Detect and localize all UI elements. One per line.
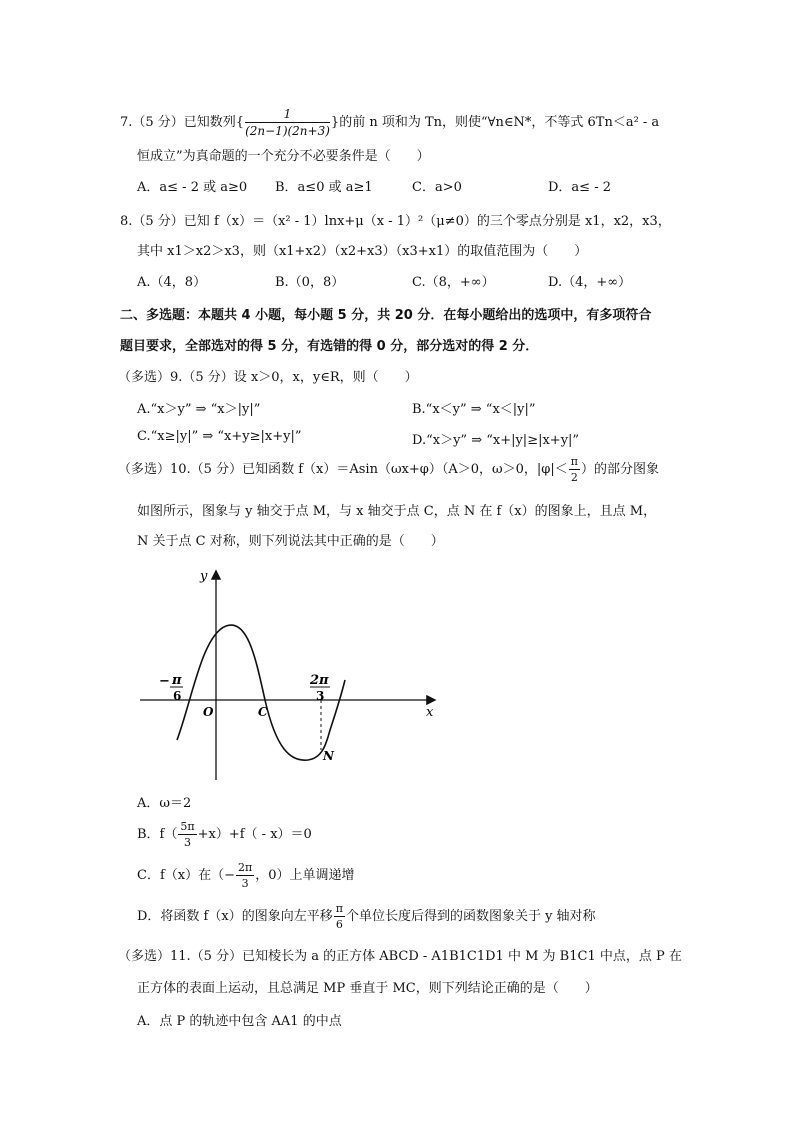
point-n-label: N <box>323 749 334 763</box>
origin-label: O <box>203 705 214 719</box>
y-axis-label: y <box>200 569 208 584</box>
q7-stem-line2: 恒成立”为真命题的一个充分不必要条件是（ ） <box>137 149 430 164</box>
x-axis-label: x <box>426 705 434 720</box>
q10-stem-line3: N 关于点 C 对称，则下列说法其中正确的是（ ） <box>137 534 444 549</box>
neg-pi-sixth-minus: − <box>159 674 170 689</box>
two-pi-third-den: 3 <box>316 689 325 703</box>
q8-option-a: A.（4，8） <box>137 275 207 290</box>
q7-option-b: B．a≤0 或 a≥1 <box>275 180 373 195</box>
q10-c-fraction: $\frac{2\pi}{3}$ <box>237 861 253 890</box>
q10-d-fraction: $\frac{\pi}{6}$ <box>335 902 343 931</box>
q7-option-a: A．a≤ ‑ 2 或 a≥0 <box>137 180 248 195</box>
q10-stem-line1: （多选）10.（5 分）已知函数 f（x）＝Asin（ωx+φ）（A＞0，ω＞0，|φ|＜ $\frac{\pi}{2}$ ）的部分图象 <box>118 455 660 484</box>
q10-stem-line2: 如图所示，图象与 y 轴交于点 M，与 x 轴交于点 C，点 N 在 f（x）的图象上，且点 M， <box>137 504 657 519</box>
q8-stem-line1: 8.（5 分）已知 f（x）＝（x² ‑ 1）lnx+μ（x ‑ 1）²（μ≠0）的三个零点分别是 x1，x2，x3， <box>120 214 671 229</box>
q10-option-d: D．将函数 f（x）的图象向左平移 $\frac{\pi}{6}$ 个单位长度后得到的函数图象关于 y 轴对称 <box>137 902 596 931</box>
q9-option-c: C.“x≥|y|” ⇒ “x+y≥|x+y|” <box>137 429 302 444</box>
section2-heading-line2: 题目要求，全部选对的得 5 分，有选错的得 0 分，部分选对的得 2 分． <box>120 339 539 354</box>
q10-option-a: A．ω＝2 <box>137 796 192 811</box>
q10-option-c: C．f（x）在（− $\frac{2\pi}{3}$ ，0）上单调递增 <box>137 861 355 890</box>
neg-pi-sixth-den: 6 <box>173 689 182 703</box>
neg-pi-sixth-num: π <box>172 673 182 688</box>
q10-option-b: B．f（ $\frac{5\pi}{3}$ +x）+f（ ‑ x）＝0 <box>137 820 312 849</box>
q8-stem-line2: 其中 x1＞x2＞x3，则（x1+x2）（x2+x3）（x3+x1）的取值范围为（ ） <box>137 244 588 259</box>
two-pi-third-num: 2π <box>310 673 329 688</box>
q9-option-a: A.“x＞y” ⇒ “x＞|y|” <box>137 402 261 417</box>
q7-stem-line1: 7.（5 分）已知数列{ $\frac{1}{(2n-1)(2n+3)}$ }的前 n 项和为 Tn，则使“∀n∈N*，不等式 6Tn＜a² ‑ a <box>120 107 660 138</box>
q10-b-fraction: $\frac{5\pi}{3}$ <box>180 820 195 849</box>
q7-option-c: C．a>0 <box>412 180 462 195</box>
q9-stem: （多选）9.（5 分）设 x＞0，x，y∈R，则（ ） <box>118 370 418 385</box>
q8-option-b: B.（0，8） <box>275 275 345 290</box>
q8-option-c: C.（8，+∞） <box>412 275 495 290</box>
q9-option-b: B.“x＜y” ⇒ “x＜|y|” <box>412 402 536 417</box>
point-c-label: C <box>258 705 268 719</box>
q8-option-d: D.（4，+∞） <box>548 275 632 290</box>
q7-option-d: D．a≤ ‑ 2 <box>548 180 611 195</box>
q11-option-a: A．点 P 的轨迹中包含 AA1 的中点 <box>137 1014 342 1029</box>
q9-option-d: D.“x＞y” ⇒ “x+|y|≥|x+y|” <box>412 433 580 448</box>
q11-stem-line1: （多选）11.（5 分）已知棱长为 a 的正方体 ABCD ‑ A1B1C1D1 中 M 为 B1C1 中点，点 P 在 <box>118 949 682 964</box>
q10-phi-fraction: $\frac{\pi}{2}$ <box>570 455 578 484</box>
q10-function-graph <box>130 560 440 785</box>
q11-stem-line2: 正方体的表面上运动，且总满足 MP 垂直于 MC，则下列结论正确的是（ ） <box>137 981 598 996</box>
q7-fraction: $\frac{1}{(2n-1)(2n+3)}$ <box>245 107 330 138</box>
section2-heading-line1: 二、多选题：本题共 4 小题，每小题 5 分，共 20 分．在每小题给出的选项中，有多项符合 <box>120 308 652 323</box>
